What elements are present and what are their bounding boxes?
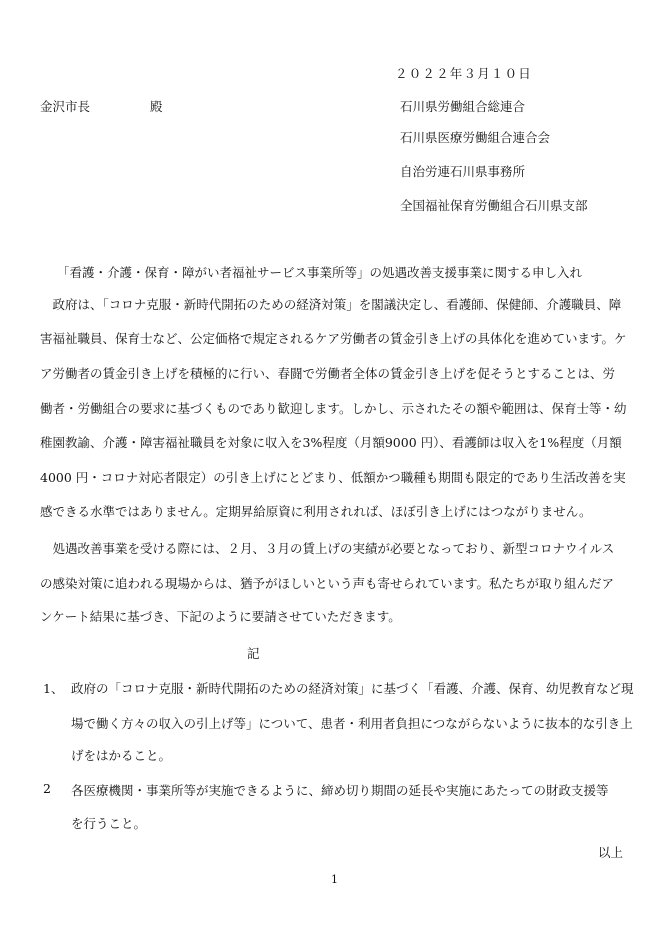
- sender-2: 石川県医療労働組合連合会: [400, 130, 551, 145]
- request-2-line: 各医療機関・事業所等が実施できるように、締め切り期間の延長や実施にあたっての財政支援等: [71, 783, 609, 798]
- request-2-number: 2: [43, 781, 51, 796]
- document-date: ２０２２年３月１０日: [395, 66, 533, 81]
- ki-heading: 記: [247, 646, 260, 661]
- paragraph-1-line: 稚園教諭、介護・障害福祉職員を対象に収入を3%程度（月額9000 円）、看護師は収入を1%程度（月額: [40, 435, 622, 450]
- page-number: 1: [331, 873, 338, 886]
- sender-4: 全国福祉保育労働組合石川県支部: [400, 198, 588, 213]
- request-1-number: 1、: [43, 681, 64, 696]
- paragraph-2-line: ンケート結果に基づき、下記のように要請させていただきます。: [40, 609, 401, 624]
- addressee: 金沢市長: [40, 99, 91, 114]
- request-1-line: 政府の「コロナ克服・新時代開拓のための経済対策」に基づく「看護、介護、保育、幼児教育など現: [71, 681, 634, 696]
- closing-mark: 以上: [598, 845, 624, 860]
- request-2-line: を行うこと。: [71, 816, 147, 831]
- sender-3: 自治労連石川県事務所: [400, 164, 526, 179]
- paragraph-1-line: 政府は、「コロナ克服・新時代開拓のための経済対策」を閣議決定し、看護師、保健師、介護職員、障: [40, 297, 622, 312]
- paragraph-1-line: 感できる水準ではありません。定期昇給原資に利用されれば、ほぼ引き上げにはつながりません。: [40, 504, 592, 519]
- paragraph-1-line: 働者・労働組合の要求に基づくものであり歓迎します。しかし、示されたその額や範囲は、保育士等・幼: [40, 401, 627, 416]
- paragraph-2-line: の感染対策に追われる現場からは、猶予がほしいという声も寄せられています。私たちが取り組んだア: [40, 576, 615, 591]
- paragraph-1-line: 害福祉職員、保育士など、公定価格で規定されるケア労働者の賃金引き上げの具体化を進めています。ケ: [40, 331, 627, 346]
- sender-1: 石川県労働組合総連合: [400, 99, 526, 114]
- request-1-line: 場で働く方々の収入の引上げ等」について、患者・利用者負担につながらないように抜本的な引き上: [71, 716, 633, 731]
- document-title: 「看護・介護・保育・障がい者福祉サービス事業所等」の処遇改善支援事業に関する申し入れ: [57, 265, 583, 280]
- paragraph-2-line: 処遇改善事業を受ける際には、２月、３月の賃上げの実績が必要となっており、新型コロナウイルス: [40, 541, 615, 556]
- paragraph-1-line: 4000 円・コロナ対応者限定）の引き上げにとどまり、低額かつ職種も期間も限定的であり生活改善を実: [40, 470, 626, 485]
- request-1-line: げをはかること。: [71, 748, 172, 763]
- paragraph-1-line: ア労働者の賃金引き上げを積極的に行い、春闘で労働者全体の賃金引き上げを促そうとすることは、労: [40, 366, 616, 381]
- addressee-honorific: 殿: [150, 99, 163, 114]
